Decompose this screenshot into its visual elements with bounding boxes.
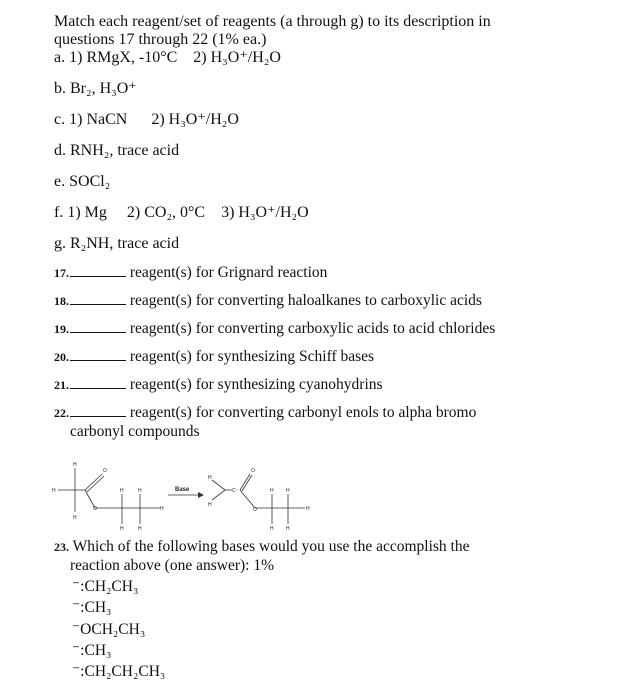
reaction-diagram: [50, 460, 320, 535]
answer-blank[interactable]: [70, 292, 126, 305]
question-19: 19. reagent(s) for converting carboxylic acids to acid chlorides: [54, 320, 496, 337]
atom-o: O: [103, 468, 107, 474]
atom-h: H: [286, 526, 290, 532]
question-22: 22. reagent(s) for converting carbonyl enols to alpha bromo: [54, 404, 477, 421]
atom-h: H: [73, 462, 77, 468]
reagent-d: d. RNH₂, trace acid: [54, 142, 180, 159]
atom-h: H: [208, 502, 212, 508]
answer-blank[interactable]: [70, 320, 126, 333]
reagent-f: f. 1) Mg 2) CO₂, 0°C 3) H₃O⁺/H₂O: [54, 204, 309, 221]
atom-h: H: [52, 488, 56, 494]
arrow-label: Base: [175, 487, 190, 493]
atom-h: H: [73, 515, 77, 521]
atom-o: O: [93, 506, 97, 512]
atom-h: H: [270, 526, 274, 532]
atom-h: H: [270, 488, 274, 494]
base-option-3[interactable]: ⁻OCH₂CH₃: [72, 621, 146, 638]
answer-blank[interactable]: [70, 264, 126, 277]
atom-h: H: [120, 526, 124, 532]
atom-o: O: [251, 468, 255, 474]
reagent-b: b. Br₂, H₃O⁺: [54, 80, 137, 97]
arrow-head-icon: [198, 492, 204, 498]
atom-h: H: [208, 475, 212, 481]
question-17: 17. reagent(s) for Grignard reaction: [54, 264, 328, 281]
reagent-e: e. SOCl₂: [54, 173, 111, 190]
instructions-line-1: Match each reagent/set of reagents (a through g) to its description in: [54, 13, 491, 30]
answer-blank[interactable]: [70, 348, 126, 361]
base-option-2[interactable]: ⁻:CH₃: [72, 599, 112, 616]
question-21: 21. reagent(s) for synthesizing cyanohydrins: [54, 376, 383, 393]
atom-h: H: [120, 488, 124, 494]
question-18: 18. reagent(s) for converting haloalkanes to carboxylic acids: [54, 292, 482, 309]
atom-h: H: [138, 526, 142, 532]
atom-h: H: [138, 488, 142, 494]
base-option-4[interactable]: ⁻:CH₃: [72, 642, 112, 659]
reagent-c: c. 1) NaCN 2) H₃O⁺/H₂O: [54, 111, 239, 128]
reagent-a: a. 1) RMgX, -10°C 2) H₃O⁺/H₂O: [54, 49, 281, 66]
answer-blank[interactable]: [70, 404, 126, 417]
carbanion-label: C⁻: [232, 488, 239, 494]
question-23-line-2: reaction above (one answer): 1%: [70, 557, 274, 574]
base-option-1[interactable]: ⁻:CH₂CH₃: [72, 578, 139, 595]
atom-h: H: [286, 488, 290, 494]
product-structure: [212, 474, 305, 524]
question-23: 23. Which of the following bases would you use the accomplish the: [54, 538, 470, 555]
question-20: 20. reagent(s) for synthesizing Schiff bases: [54, 348, 375, 365]
answer-blank[interactable]: [70, 376, 126, 389]
question-22-continuation: carbonyl compounds: [70, 423, 200, 440]
atom-h: H: [160, 506, 164, 512]
instructions-line-2: questions 17 through 22 (1% ea.): [54, 31, 267, 48]
atom-o: O: [253, 507, 257, 513]
base-option-5[interactable]: ⁻:CH₂CH₂CH₃: [72, 663, 166, 680]
reagent-g: g. R₂NH, trace acid: [54, 235, 180, 252]
atom-h: H: [306, 506, 310, 512]
